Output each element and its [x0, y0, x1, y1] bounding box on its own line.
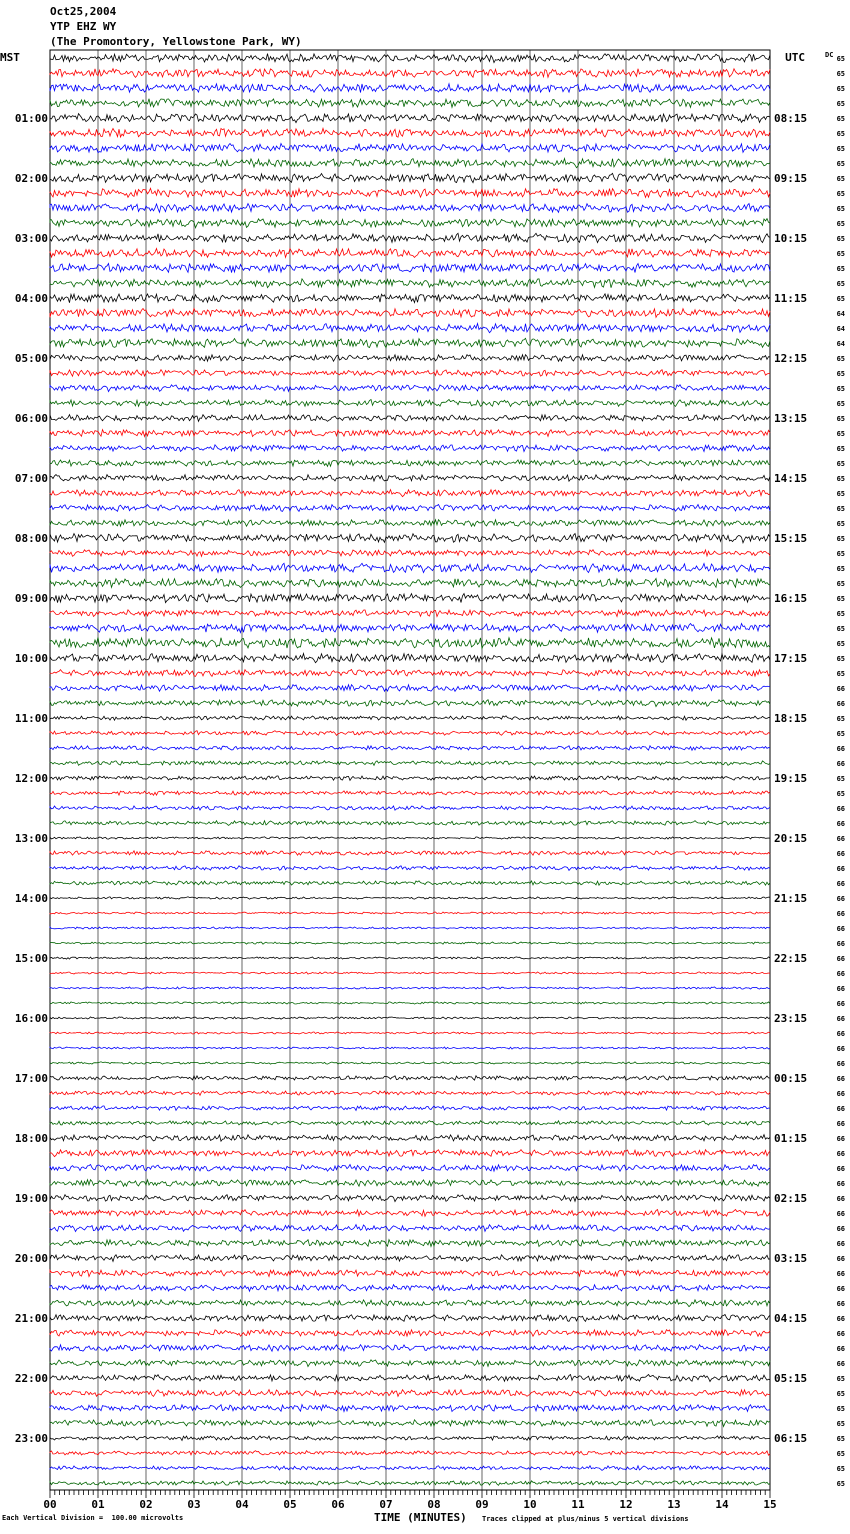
trace-line — [50, 1240, 770, 1247]
trace-line — [50, 1165, 770, 1172]
dc-value: 66 — [836, 955, 845, 963]
hour-label-mst: 08:00 — [14, 532, 48, 545]
trace-line — [50, 851, 770, 855]
trace-line — [50, 685, 770, 692]
dc-value: 66 — [836, 1150, 845, 1158]
dc-value: 65 — [836, 70, 845, 78]
trace-line — [50, 942, 770, 944]
trace-line — [50, 1420, 770, 1427]
trace-line — [50, 1106, 770, 1111]
x-tick-label: 13 — [667, 1498, 681, 1511]
dc-value: 65 — [836, 505, 845, 513]
hour-label-utc: 22:15 — [774, 952, 808, 965]
trace-line — [50, 897, 770, 899]
trace-line — [50, 1180, 770, 1187]
hour-label-utc: 09:15 — [774, 172, 808, 185]
dc-value: 66 — [836, 805, 845, 813]
trace-line — [50, 520, 770, 527]
hour-label-utc: 08:15 — [774, 112, 808, 125]
hour-label-mst: 15:00 — [14, 952, 48, 965]
dc-value: 65 — [836, 610, 845, 618]
dc-value: 65 — [836, 670, 845, 678]
hour-label-utc: 16:15 — [774, 592, 808, 605]
trace-line — [50, 400, 770, 407]
clip-note: Traces clipped at plus/minus 5 vertical divisions — [482, 1515, 689, 1523]
hour-label-mst: 10:00 — [14, 652, 48, 665]
hour-label-utc: 20:15 — [774, 832, 808, 845]
hour-label-utc: 01:15 — [774, 1132, 808, 1145]
dc-value: 66 — [836, 1000, 845, 1008]
trace-line — [50, 84, 770, 93]
trace-line — [50, 927, 770, 929]
dc-value: 65 — [836, 1390, 845, 1398]
dc-value: 64 — [836, 325, 845, 333]
dc-value: 66 — [836, 1315, 845, 1323]
trace-line — [50, 1017, 770, 1019]
trace-line — [50, 716, 770, 720]
dc-value: 66 — [836, 970, 845, 978]
trace-line — [50, 972, 770, 974]
trace-line — [50, 534, 770, 543]
trace-line — [50, 1285, 770, 1292]
trace-line — [50, 173, 770, 182]
dc-value: 65 — [836, 280, 845, 288]
trace-line — [50, 1375, 770, 1382]
dc-value: 66 — [836, 895, 845, 903]
x-tick-label: 12 — [619, 1498, 633, 1511]
dc-value: 65 — [836, 790, 845, 798]
dc-value: 66 — [836, 880, 845, 888]
dc-value: 65 — [836, 640, 845, 648]
x-tick-label: 07 — [379, 1498, 393, 1511]
dc-value: 65 — [836, 370, 845, 378]
trace-line — [50, 1091, 770, 1096]
dc-value: 66 — [836, 1090, 845, 1098]
hour-label-mst: 07:00 — [14, 472, 48, 485]
trace-line — [50, 1195, 770, 1202]
dc-value: 65 — [836, 565, 845, 573]
dc-value: 65 — [836, 85, 845, 93]
dc-value: 66 — [836, 940, 845, 948]
trace-line — [50, 264, 770, 273]
trace-line — [50, 654, 770, 663]
hour-label-mst: 17:00 — [14, 1072, 48, 1085]
dc-value: 66 — [836, 1030, 845, 1038]
dc-value: 66 — [836, 835, 845, 843]
x-tick-label: 09 — [475, 1498, 489, 1511]
trace-line — [50, 1405, 770, 1412]
dc-value: 66 — [836, 820, 845, 828]
trace-line — [50, 430, 770, 437]
dc-value: 65 — [836, 400, 845, 408]
dc-value: 65 — [836, 1465, 845, 1473]
dc-value: 65 — [836, 160, 845, 168]
trace-line — [50, 957, 770, 959]
x-tick-label: 11 — [571, 1498, 585, 1511]
dc-value: 65 — [836, 355, 845, 363]
hour-label-mst: 23:00 — [14, 1432, 48, 1445]
hour-label-utc: 11:15 — [774, 292, 808, 305]
trace-line — [50, 1466, 770, 1471]
dc-value: 66 — [836, 925, 845, 933]
trace-line — [50, 821, 770, 826]
hour-label-utc: 12:15 — [774, 352, 808, 365]
dc-value: 66 — [836, 1255, 845, 1263]
hour-label-mst: 14:00 — [14, 892, 48, 905]
dc-value: 66 — [836, 1045, 845, 1053]
dc-value: 64 — [836, 340, 845, 348]
trace-line — [50, 159, 770, 168]
dc-value: 66 — [836, 1270, 845, 1278]
trace-line — [50, 1210, 770, 1217]
trace-line — [50, 490, 770, 497]
dc-value: 66 — [836, 745, 845, 753]
x-tick-label: 14 — [715, 1498, 729, 1511]
trace-line — [50, 1360, 770, 1367]
dc-value: 65 — [836, 115, 845, 123]
hour-label-utc: 19:15 — [774, 772, 808, 785]
hour-label-mst: 05:00 — [14, 352, 48, 365]
x-tick-label: 15 — [763, 1498, 777, 1511]
hour-label-mst: 02:00 — [14, 172, 48, 185]
dc-value: 65 — [836, 130, 845, 138]
hour-label-utc: 18:15 — [774, 712, 808, 725]
trace-line — [50, 54, 770, 63]
dc-value: 65 — [836, 1450, 845, 1458]
trace-line — [50, 188, 770, 197]
dc-value: 66 — [836, 1330, 845, 1338]
hour-label-utc: 21:15 — [774, 892, 808, 905]
hour-label-mst: 21:00 — [14, 1312, 48, 1325]
dc-value: 65 — [836, 145, 845, 153]
dc-value: 65 — [836, 625, 845, 633]
dc-value: 65 — [836, 595, 845, 603]
dc-value: 65 — [836, 190, 845, 198]
hour-label-utc: 03:15 — [774, 1252, 808, 1265]
trace-line — [50, 1315, 770, 1322]
hour-label-mst: 06:00 — [14, 412, 48, 425]
dc-value: 65 — [836, 1480, 845, 1488]
plot-date: Oct25,2004 — [50, 5, 117, 18]
trace-line — [50, 460, 770, 467]
trace-line — [50, 1135, 770, 1142]
trace-line — [50, 249, 770, 258]
trace-line — [50, 761, 770, 766]
station-code: YTP EHZ WY — [50, 20, 117, 33]
x-tick-label: 06 — [331, 1498, 345, 1511]
dc-value: 65 — [836, 445, 845, 453]
trace-line — [50, 324, 770, 333]
hour-label-utc: 04:15 — [774, 1312, 808, 1325]
trace-line — [50, 837, 770, 839]
trace-line — [50, 1047, 770, 1049]
dc-value: 65 — [836, 295, 845, 303]
hour-label-utc: 10:15 — [774, 232, 808, 245]
dc-value: 65 — [836, 535, 845, 543]
trace-line — [50, 338, 770, 347]
dc-value: 65 — [836, 580, 845, 588]
dc-value: 66 — [836, 700, 845, 708]
dc-value: 65 — [836, 100, 845, 108]
trace-line — [50, 1451, 770, 1456]
dc-value: 66 — [836, 1345, 845, 1353]
trace-line — [50, 370, 770, 377]
trace-line — [50, 1150, 770, 1157]
dc-value: 65 — [836, 715, 845, 723]
trace-line — [50, 700, 770, 707]
dc-value: 65 — [836, 490, 845, 498]
trace-line — [50, 1390, 770, 1397]
trace-line — [50, 1345, 770, 1352]
trace-line — [50, 1270, 770, 1277]
trace-line — [50, 1032, 770, 1034]
hour-label-mst: 22:00 — [14, 1372, 48, 1385]
hour-label-utc: 15:15 — [774, 532, 808, 545]
dc-value: 65 — [836, 250, 845, 258]
hour-label-mst: 18:00 — [14, 1132, 48, 1145]
dc-value: 66 — [836, 1075, 845, 1083]
dc-label: DC — [825, 51, 834, 59]
trace-line — [50, 99, 770, 108]
hour-label-utc: 02:15 — [774, 1192, 808, 1205]
trace-line — [50, 1481, 770, 1486]
trace-line — [50, 114, 770, 123]
trace-line — [50, 445, 770, 452]
dc-value: 65 — [836, 430, 845, 438]
dc-value: 66 — [836, 1240, 845, 1248]
scale-note: Each Vertical Division = 100.00 microvolts — [2, 1514, 184, 1522]
dc-value: 66 — [836, 1210, 845, 1218]
dc-value: 65 — [836, 265, 845, 273]
hour-label-mst: 01:00 — [14, 112, 48, 125]
dc-value: 66 — [836, 1300, 845, 1308]
trace-line — [50, 912, 770, 914]
dc-value: 65 — [836, 520, 845, 528]
trace-line — [50, 791, 770, 796]
dc-value: 65 — [836, 1375, 845, 1383]
trace-line — [50, 233, 770, 242]
dc-value: 65 — [836, 460, 845, 468]
trace-line — [50, 415, 770, 422]
hour-label-utc: 05:15 — [774, 1372, 808, 1385]
dc-value: 65 — [836, 385, 845, 393]
dc-value: 66 — [836, 1120, 845, 1128]
trace-line — [50, 550, 770, 557]
dc-value: 64 — [836, 310, 845, 318]
trace-line — [50, 806, 770, 810]
trace-line — [50, 1062, 770, 1064]
hour-label-mst: 16:00 — [14, 1012, 48, 1025]
trace-line — [50, 294, 770, 303]
dc-value: 66 — [836, 760, 845, 768]
trace-line — [50, 563, 770, 572]
dc-value: 65 — [836, 205, 845, 213]
trace-line — [50, 670, 770, 677]
left-axis-title: MST — [0, 51, 20, 64]
x-tick-label: 01 — [91, 1498, 105, 1511]
trace-line — [50, 987, 770, 989]
dc-value: 65 — [836, 475, 845, 483]
dc-value: 66 — [836, 685, 845, 693]
hour-label-mst: 04:00 — [14, 292, 48, 305]
dc-value: 65 — [836, 220, 845, 228]
trace-line — [50, 1255, 770, 1262]
trace-line — [50, 610, 770, 617]
trace-line — [50, 579, 770, 588]
trace-line — [50, 637, 770, 648]
hour-label-mst: 09:00 — [14, 592, 48, 605]
x-tick-label: 04 — [235, 1498, 249, 1511]
trace-line — [50, 309, 770, 318]
dc-value: 65 — [836, 55, 845, 63]
trace-line — [50, 385, 770, 392]
dc-value: 65 — [836, 730, 845, 738]
dc-value: 66 — [836, 1015, 845, 1023]
dc-value: 66 — [836, 865, 845, 873]
trace-line — [50, 1076, 770, 1081]
dc-value: 66 — [836, 1360, 845, 1368]
trace-line — [50, 731, 770, 736]
hour-label-utc: 14:15 — [774, 472, 808, 485]
trace-line — [50, 881, 770, 885]
x-tick-label: 00 — [43, 1498, 57, 1511]
dc-value: 66 — [836, 985, 845, 993]
hour-label-utc: 17:15 — [774, 652, 808, 665]
right-axis-title: UTC — [785, 51, 805, 64]
dc-value: 65 — [836, 235, 845, 243]
trace-line — [50, 1121, 770, 1125]
dc-value: 66 — [836, 910, 845, 918]
dc-value: 65 — [836, 775, 845, 783]
dc-value: 65 — [836, 655, 845, 663]
trace-line — [50, 144, 770, 153]
trace-line — [50, 866, 770, 871]
trace-line — [50, 1436, 770, 1441]
dc-value: 65 — [836, 1420, 845, 1428]
dc-value: 66 — [836, 1225, 845, 1233]
hour-label-mst: 03:00 — [14, 232, 48, 245]
hour-label-mst: 12:00 — [14, 772, 48, 785]
trace-line — [50, 624, 770, 633]
x-tick-label: 10 — [523, 1498, 537, 1511]
dc-value: 66 — [836, 1195, 845, 1203]
hour-label-utc: 00:15 — [774, 1072, 808, 1085]
station-location: (The Promontory, Yellowstone Park, WY) — [50, 35, 302, 48]
x-tick-label: 08 — [427, 1498, 441, 1511]
trace-line — [50, 1330, 770, 1337]
dc-value: 66 — [836, 850, 845, 858]
trace-line — [50, 204, 770, 213]
dc-value: 66 — [836, 1060, 845, 1068]
trace-line — [50, 1300, 770, 1307]
dc-value: 66 — [836, 1135, 845, 1143]
trace-line — [50, 128, 770, 137]
x-axis-title: TIME (MINUTES) — [374, 1511, 467, 1524]
trace-line — [50, 219, 770, 228]
hour-label-mst: 13:00 — [14, 832, 48, 845]
hour-label-mst: 20:00 — [14, 1252, 48, 1265]
hour-label-utc: 13:15 — [774, 412, 808, 425]
dc-value: 66 — [836, 1105, 845, 1113]
hour-label-mst: 11:00 — [14, 712, 48, 725]
dc-value: 66 — [836, 1165, 845, 1173]
trace-line — [50, 475, 770, 482]
trace-line — [50, 69, 770, 78]
dc-value: 65 — [836, 550, 845, 558]
dc-value: 65 — [836, 1435, 845, 1443]
hour-label-utc: 23:15 — [774, 1012, 808, 1025]
hour-label-utc: 06:15 — [774, 1432, 808, 1445]
trace-line — [50, 776, 770, 781]
trace-line — [50, 1225, 770, 1232]
x-tick-label: 02 — [139, 1498, 153, 1511]
x-tick-label: 05 — [283, 1498, 297, 1511]
trace-line — [50, 279, 770, 288]
dc-value: 66 — [836, 1180, 845, 1188]
trace-line — [50, 355, 770, 362]
hour-label-mst: 19:00 — [14, 1192, 48, 1205]
dc-value: 66 — [836, 1285, 845, 1293]
trace-line — [50, 746, 770, 751]
x-tick-label: 03 — [187, 1498, 201, 1511]
dc-value: 65 — [836, 415, 845, 423]
dc-value: 65 — [836, 1405, 845, 1413]
trace-line — [50, 505, 770, 512]
trace-line — [50, 594, 770, 603]
dc-value: 65 — [836, 175, 845, 183]
trace-line — [50, 1002, 770, 1004]
